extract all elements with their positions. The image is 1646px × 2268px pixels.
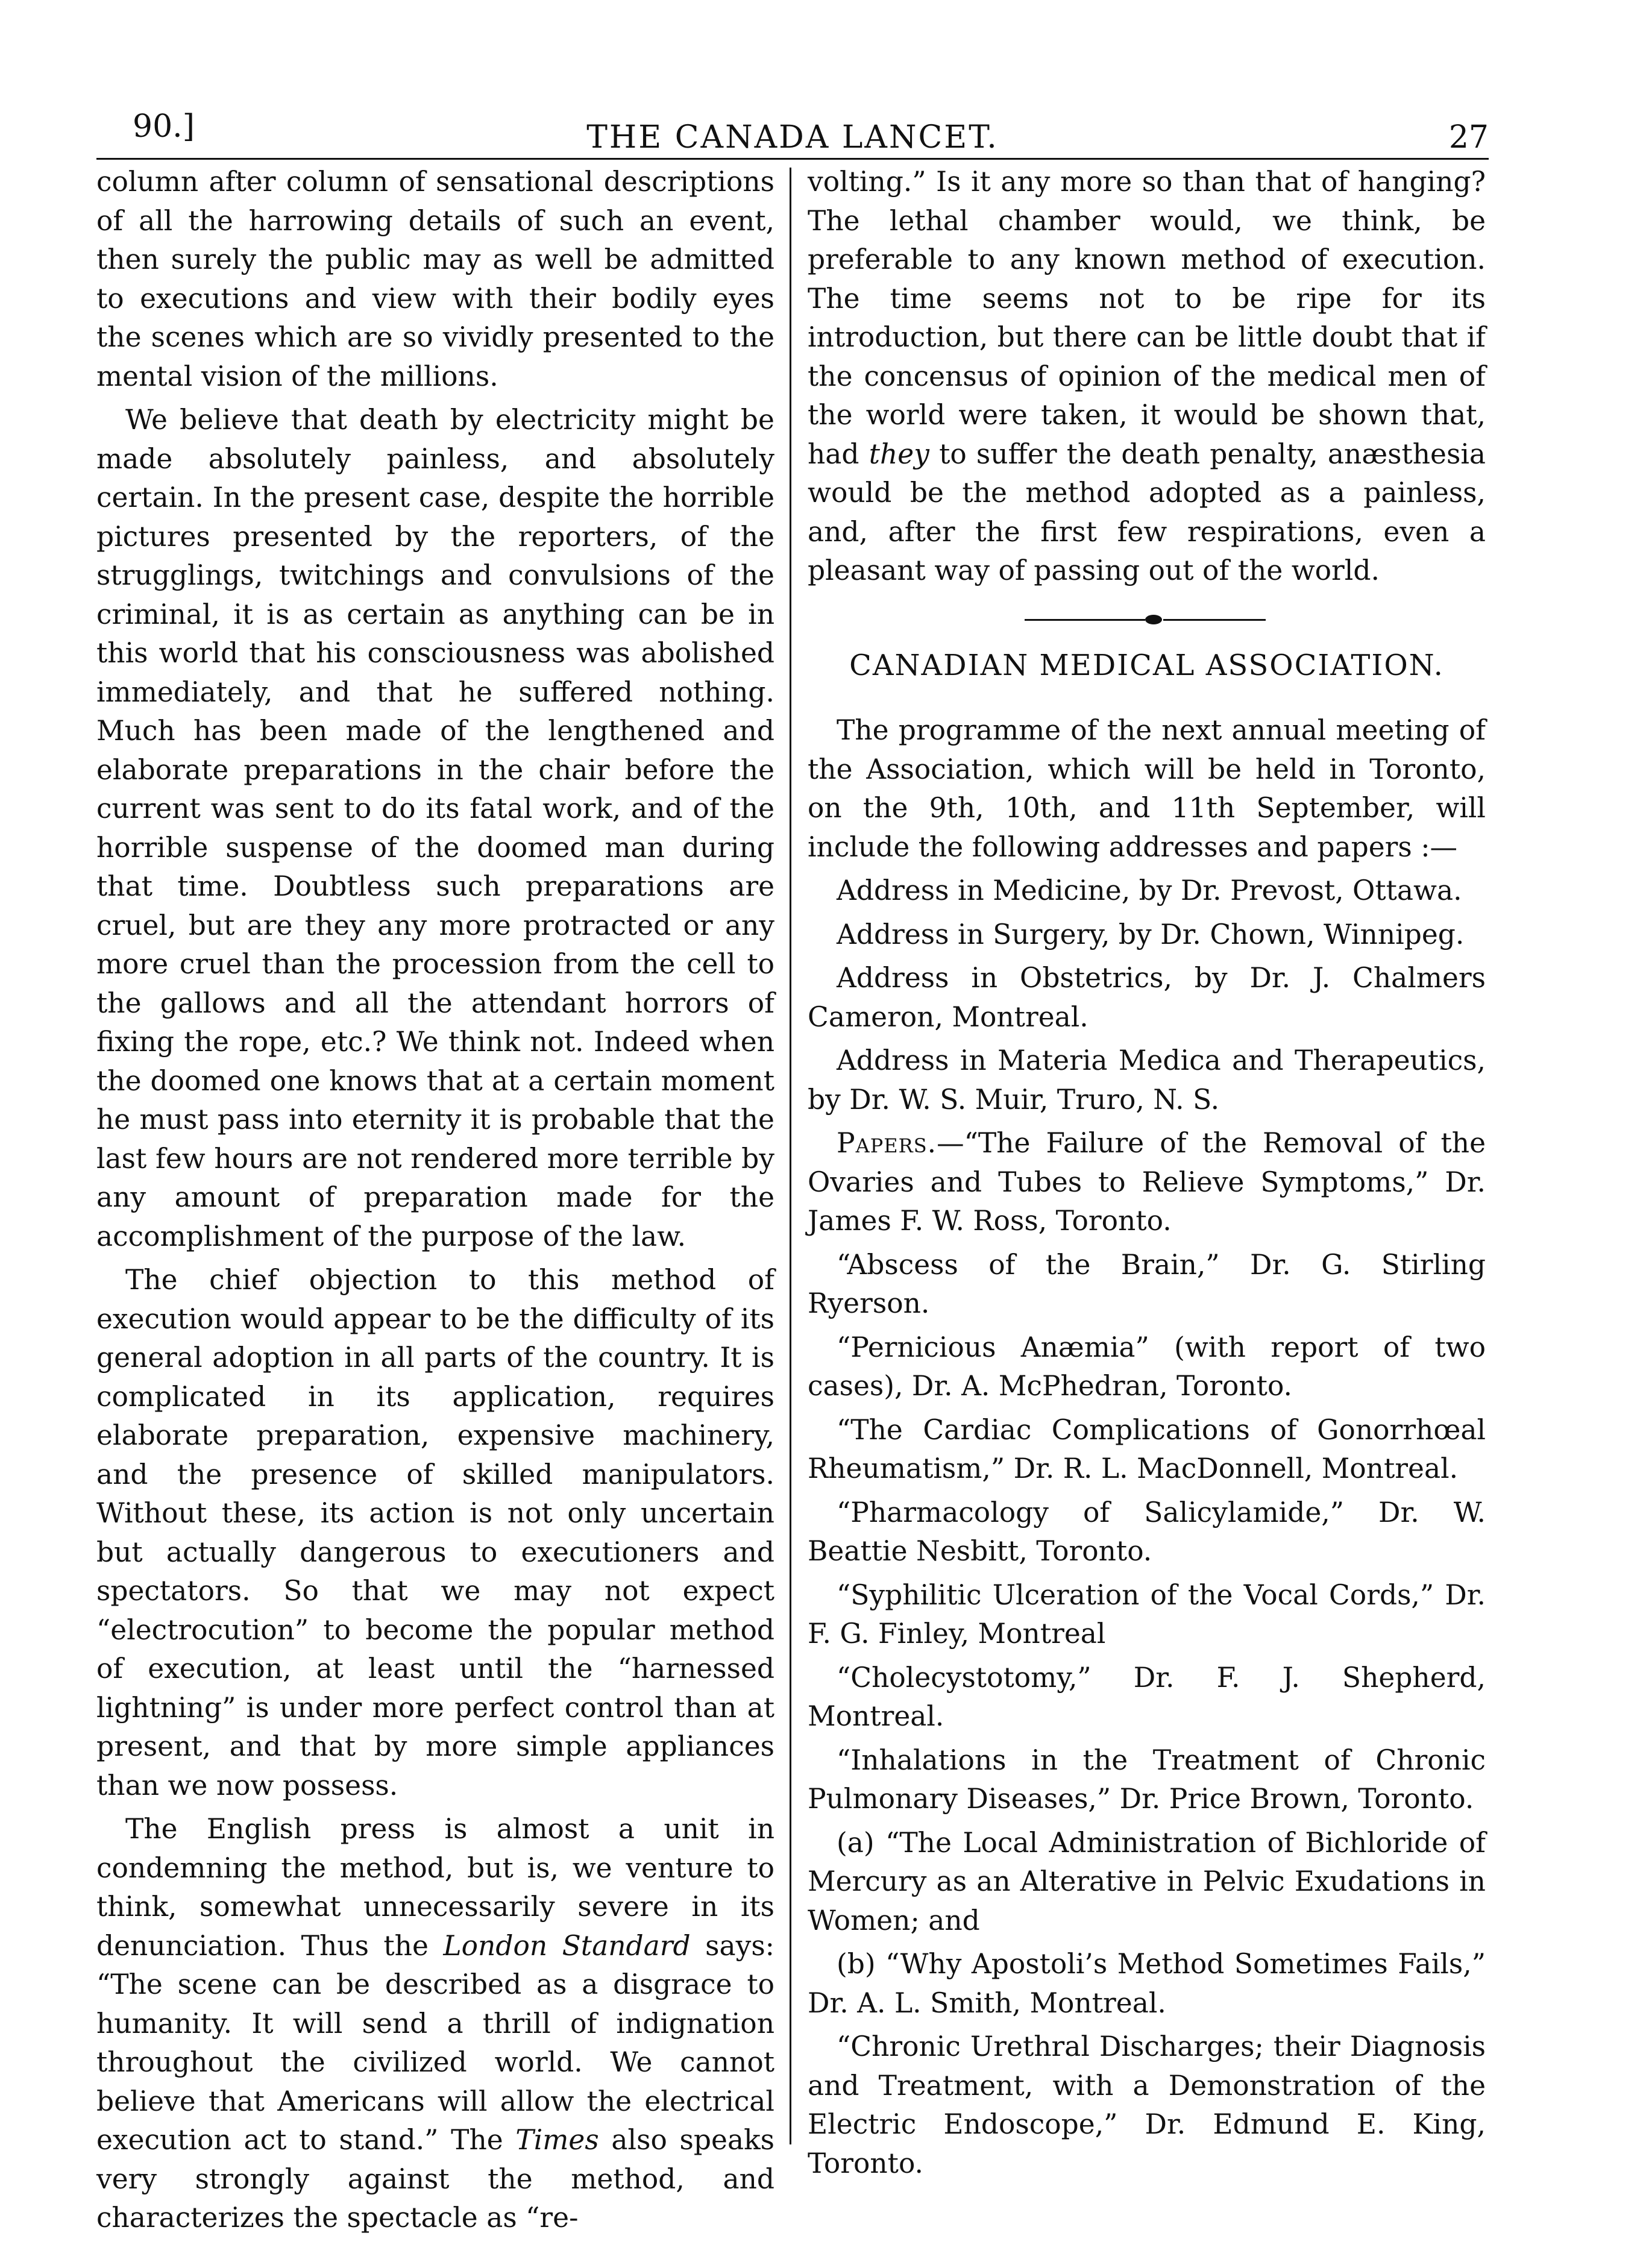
column-divider: [790, 168, 791, 2144]
section-ornament: [808, 614, 1486, 626]
page-header: [96, 108, 1489, 157]
text-run: The English press is almost a unit in condemning the method, but is, we venture to think, somewhat unnecessarily severe in its denunciation. Thus the: [96, 1813, 774, 1962]
paper-item: “Pernicious Anæmia” (with report of two cases), Dr. A. McPhedran, Toronto.: [808, 1331, 1486, 1402]
paper-item: “Syphilitic Ulceration of the Vocal Cords,” Dr. F. G. Finley, Montreal: [808, 1578, 1486, 1650]
emphasis: they: [869, 438, 929, 470]
text-run: also speaks very strongly against the method, and characterizes the spectacle as “re-: [96, 2124, 774, 2234]
publication-name: Times: [515, 2124, 599, 2156]
papers-label: Papers.: [837, 1127, 937, 1159]
paragraph: column after column of sensational descriptions of all the harrowing details of such an event, then surely the public may as well be admitted to executions and view with their bodily eyes the scenes which are so vividly presented to the mental vision of the millions.: [96, 166, 774, 392]
issue-number: 90.]: [133, 108, 195, 145]
ornament-line: [1025, 619, 1145, 621]
left-column: [96, 163, 774, 2243]
paper-item: (b) “Why Apostoli’s Method Sometimes Fails,” Dr. A. L. Smith, Montreal.: [808, 1948, 1486, 2019]
paper-item: “Pharmacology of Salicylamide,” Dr. W. Beattie Nesbitt, Toronto.: [808, 1496, 1486, 1567]
text-run: volting.” Is it any more so than that of hanging? The lethal chamber would, we think, be preferable to any known method of execution. The time seems not to be ripe for its introduction, but there can be little doubt that if the concensus of opinion of the medical men of the world were taken, it would be shown that, had: [808, 166, 1486, 470]
ornament-line: [1163, 619, 1266, 621]
address-item: Address in Medicine, by Dr. Prevost, Ottawa.: [837, 875, 1462, 906]
right-column: [808, 163, 1486, 2188]
ornament-dot: [1145, 615, 1162, 624]
paper-item: “Cholecystotomy,” Dr. F. J. Shepherd, Montreal.: [808, 1661, 1486, 1732]
paragraph: The programme of the next annual meeting of the Association, which will be held in Toronto, on the 9th, 10th, and 11th September, will include the following addresses and papers :—: [808, 714, 1486, 863]
paper-item: “Abscess of the Brain,” Dr. G. Stirling Ryerson.: [808, 1248, 1486, 1319]
paper-item: “Inhalations in the Treatment of Chronic Pulmonary Diseases,” Dr. Price Brown, Toronto.: [808, 1744, 1486, 1815]
text-run: —“The Failure of the Removal of the Ovaries and Tubes to Relieve Symptoms,” Dr. James F. W. Ross, Toronto.: [808, 1127, 1486, 1237]
paragraph: [96, 1810, 774, 2238]
header-rule: [96, 158, 1489, 160]
address-item: Address in Materia Medica and Therapeutics, by Dr. W. S. Muir, Truro, N. S.: [808, 1044, 1486, 1116]
paper-item: (a) “The Local Administration of Bichloride of Mercury as an Alterative in Pelvic Exudations in Women; and: [808, 1826, 1486, 1937]
section-title: CANADIAN MEDICAL ASSOCIATION.: [849, 648, 1444, 682]
journal-title: THE CANADA LANCET.: [586, 119, 999, 155]
paper-item: “The Cardiac Complications of Gonorrhœal Rheumatism,” Dr. R. L. MacDonnell, Montreal.: [808, 1413, 1486, 1484]
paper-item: [808, 1124, 1486, 1241]
address-item: Address in Obstetrics, by Dr. J. Chalmers Cameron, Montreal.: [808, 962, 1486, 1033]
page-number: 27: [1448, 119, 1489, 155]
paragraph: The chief objection to this method of execution would appear to be the difficulty of its general adoption in all parts of the country. It is complicated in its application, requires elaborate preparation, expensive machinery, and the presence of skilled manipulators. Without these, its action is not only uncertain but actually dangerous to executioners and spectators. So that we may not expect “electrocution” to become the popular method of execution, at least until the “harnessed lightning” is under more perfect control than at present, and that by more simple appliances than we now possess.: [96, 1264, 774, 1802]
paper-item: “Chronic Urethral Discharges; their Diagnosis and Treatment, with a Demonstration of the Electric Endoscope,” Dr. Edmund E. King, Toronto.: [808, 2031, 1486, 2179]
text-run: says: “The scene can be described as a disgrace to humanity. It will send a thrill of indignation throughout the civilized world. We cannot believe that Americans will allow the electrical execution act to stand.” The: [96, 1929, 775, 2156]
paragraph: We believe that death by electricity might be made absolutely painless, and absolutely certain. In the present case, despite the horrible pictures presented by the reporters, of the strugglings, twitchings and convulsions of the criminal, it is as certain as anything can be in this world that his consciousness was abolished immediately, and that he suffered nothing. Much has been made of the lengthened and elaborate preparations in the chair before the current was sent to do its fatal work, and of the horrible suspense of the doomed man during that time. Doubtless such preparations are cruel, but are they any more protracted or any more cruel than the procession from the cell to the gallows and all the attendant horrors of fixing the rope, etc.? We think not. Indeed when the doomed one knows that at a certain moment he must pass into eternity it is probable that the last few hours are not rendered more terrible by any amount of preparation made for the accomplishment of the purpose of the law.: [96, 404, 774, 1252]
text-run: to suffer the death penalty, anæsthesia would be the method adopted as a painless, and, after the first few respirations, even a pleasant way of passing out of the world.: [808, 438, 1486, 586]
paragraph: [808, 163, 1486, 591]
address-item: Address in Surgery, by Dr. Chown, Winnipeg.: [837, 918, 1465, 950]
publication-name: London Standard: [443, 1929, 691, 1962]
